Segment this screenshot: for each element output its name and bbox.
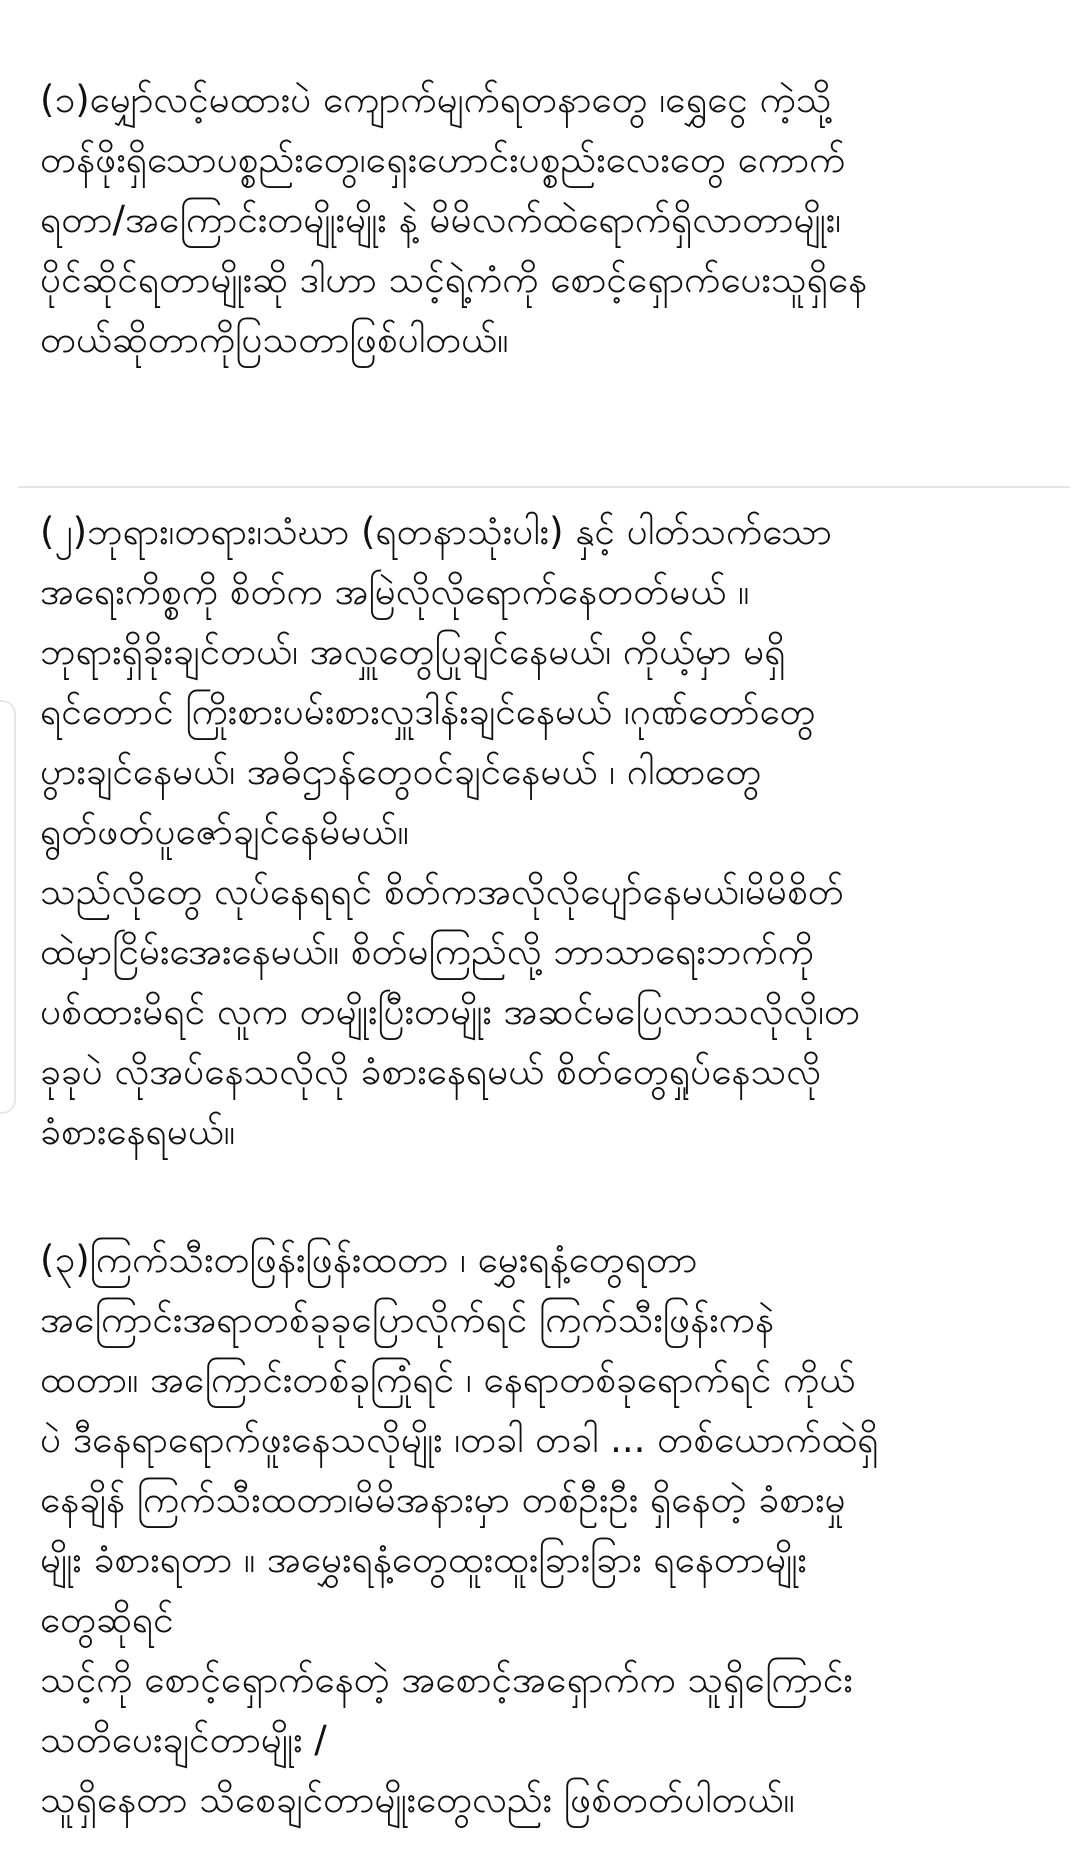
section-1-line-5: တယ်ဆိုတာကိုပြသတာဖြစ်ပါတယ်။ [40, 318, 509, 361]
section-1-line-2: တန်ဖိုးရှိသောပစ္စည်းတွေ၊ရှေးဟောင်းပစ္စည်းလေးတွေ ကောက် [40, 138, 846, 181]
section-3-line-2: အကြောင်းအရာတစ်ခုခုပြောလိုက်ရင် ကြက်သီးဖြန်းကနဲ [40, 1298, 775, 1341]
section-3-line-5: နေချိန် ကြက်သီးထတာ၊မိမိအနားမှာ တစ်ဦးဦး ရှိနေတဲ့ ခံစားမှု [40, 1478, 846, 1521]
section-3-line-4: ပဲ ဒီနေရာရောက်ဖူးနေသလိုမျိုး ၊တခါ တခါ ... တစ်ယောက်ထဲရှိ [40, 1418, 879, 1461]
section-3-line-6: မျိုး ခံစားရတာ ။ အမွှေးရနံ့တွေထူးထူးခြားခြား ရနေတာမျိုး [40, 1538, 807, 1581]
section-1-line-3: ရတာ/အကြောင်းတမျိုးမျိုး နဲ့ မိမိလက်ထဲရောက်ရှိလာတာမျိုး၊ [40, 198, 841, 241]
section-2-line-7: သည်လိုတွေ လုပ်နေရရင် စိတ်ကအလိုလိုပျော်နေမယ်၊မိမိစိတ် [40, 870, 844, 913]
section-1-line-4: ပိုင်ဆိုင်ရတာမျိုးဆို ဒါဟာ သင့်ရဲ့ကံကို စောင့်ရှောက်ပေးသူရှိနေ [40, 258, 868, 301]
section-2 [40, 502, 1050, 1162]
section-2-line-10: ခုခုပဲ လိုအပ်နေသလိုလို ခံစားနေရမယ် စိတ်တွေရှုပ်နေသလို [40, 1050, 821, 1093]
section-3-line-9: သတိပေးချင်တာမျိုး / [40, 1718, 327, 1761]
section-3-line-10: သူရှိနေတာ သိစေချင်တာမျိုးတွေလည်း ဖြစ်တတ်ပါတယ်။ [40, 1778, 795, 1821]
section-2-line-11: ခံစားနေရမယ်။ [40, 1110, 235, 1153]
section-3-line-8: သင့်ကို စောင့်ရှောက်နေတဲ့ အစောင့်အရှောက်က သူရှိကြောင်း [40, 1658, 853, 1701]
section-3-line-3: ထတာ။ အကြောင်းတစ်ခုကြုံရင် ၊ နေရာတစ်ခုရောက်ရင် ကိုယ် [40, 1358, 856, 1401]
section-3-line-7: တွေဆိုရင် [40, 1598, 174, 1641]
section-2-line-9: ပစ်ထားမိရင် လူက တမျိုးပြီးတမျိုး အဆင်မပြေလာသလိုလို၊တ [40, 990, 860, 1033]
section-2-line-3: ဘုရားရှိခိုးချင်တယ်၊ အလှူတွေပြုချင်နေမယ်၊ ကိုယ့်မှာ မရှိ [40, 630, 786, 673]
section-2-line-5: ပွားချင်နေမယ်၊ အဓိဌာန်တွေဝင်ချင်နေမယ် ၊ ဂါထာတွေ [40, 750, 762, 793]
edge-scroll-indicator [0, 700, 16, 1114]
section-2-line-1: (၂)ဘုရား၊တရား၊သံဃာ (ရတနာသုံးပါး) နှင့် ပါတ်သက်သော [40, 510, 832, 553]
section-2-line-8: ထဲမှာငြိမ်းအေးနေမယ်။ စိတ်မကြည်လို့ ဘာသာရေးဘက်ကို [40, 930, 814, 973]
section-2-line-6: ရွတ်ဖတ်ပူဇော်ချင်နေမိမယ်။ [40, 810, 409, 853]
section-2-line-4: ရင်တောင် ကြိုးစားပမ်းစားလှူဒါန်းချင်နေမယ် ၊ဂုဏ်တော်တွေ [40, 690, 816, 733]
section-1 [40, 70, 1050, 370]
section-2-line-2: အရေးကိစ္စကို စိတ်က အမြဲလိုလိုရောက်နေတတ်မယ် ။ [40, 570, 750, 613]
section-3 [40, 1230, 1050, 1830]
section-1-line-1: (၁)မျှော်လင့်မထားပဲ ကျောက်မျက်ရတနာတွေ ၊ရွှေငွေ ကဲ့သို့ [40, 78, 832, 121]
section-divider [18, 486, 1070, 488]
section-3-line-1: (၃)ကြက်သီးတဖြန်းဖြန်းထတာ ၊ မွှေးရနံ့တွေရတာ [40, 1238, 698, 1281]
